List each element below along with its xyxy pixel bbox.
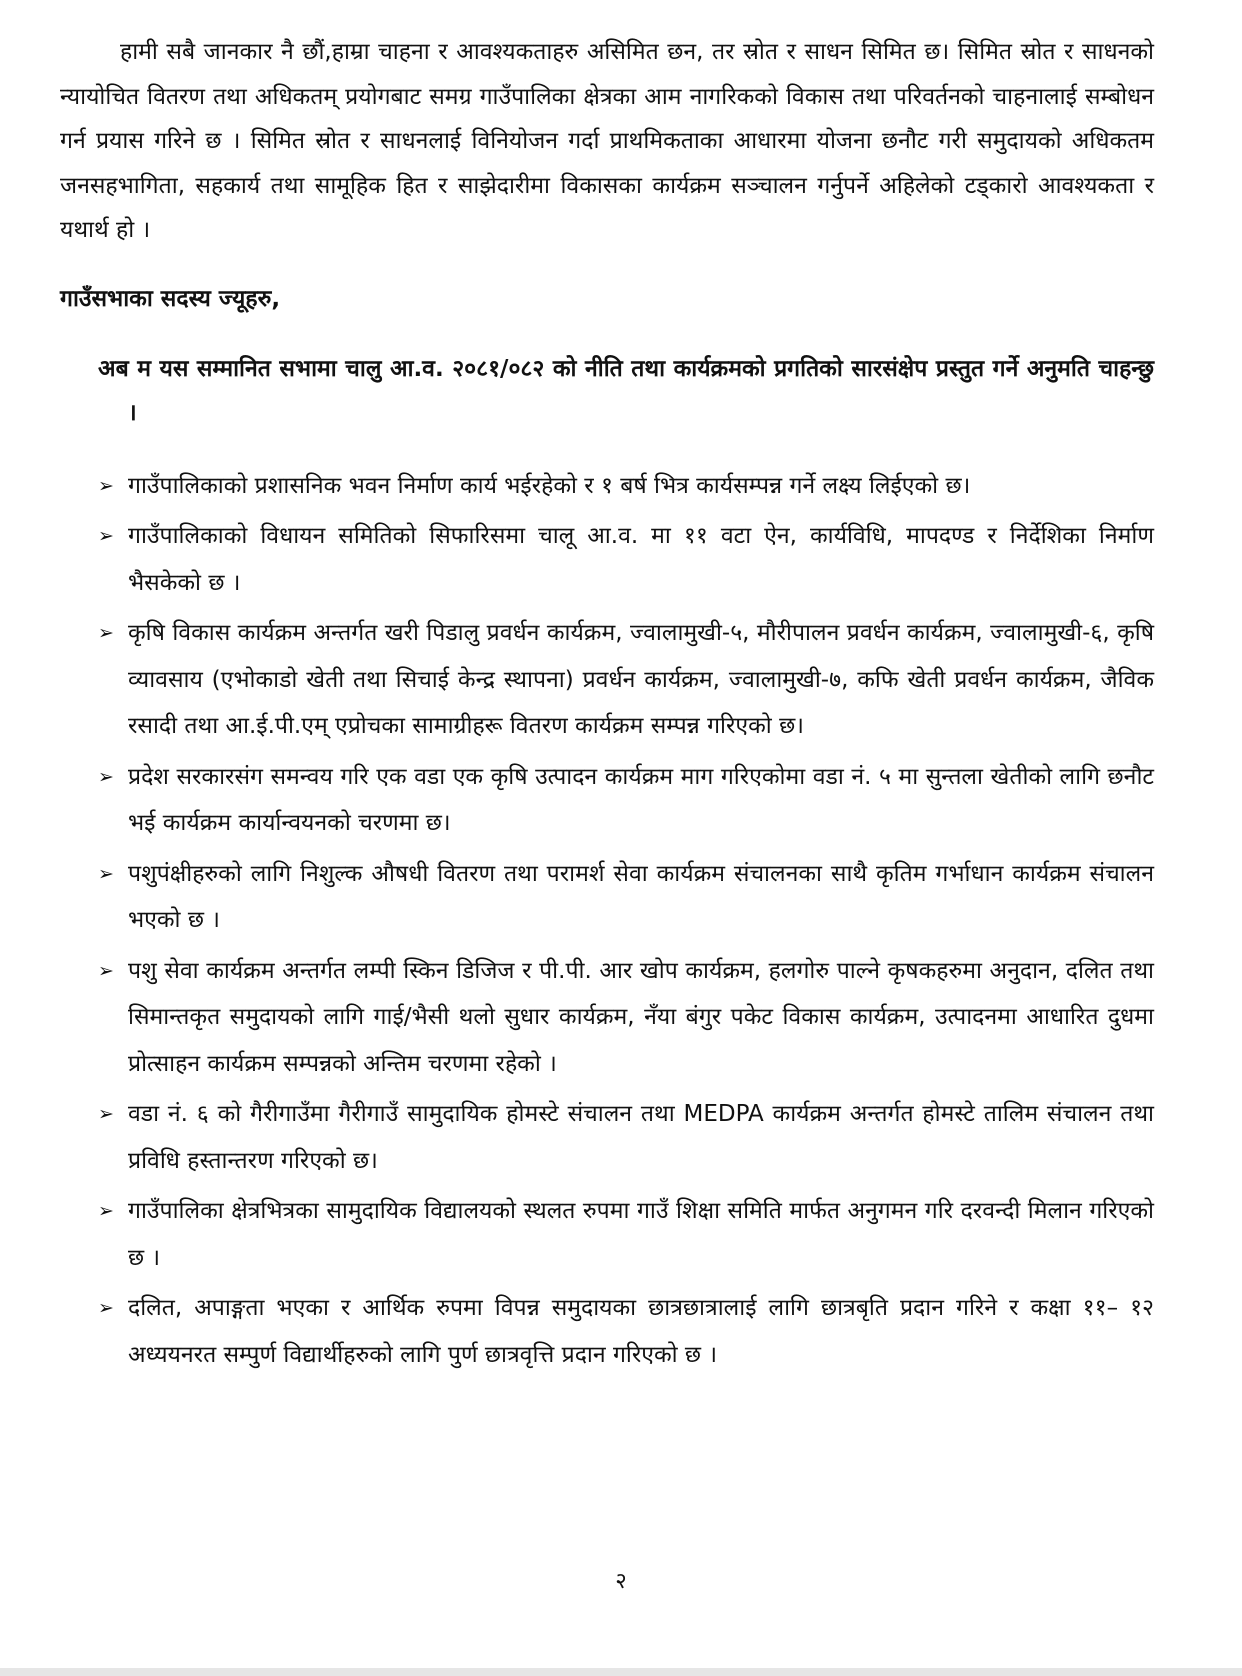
list-item xyxy=(60,754,1154,847)
arrow-bullet-icon: ➢ xyxy=(98,474,114,497)
list-item-text: गाउँपालिकाको प्रशासनिक भवन निर्माण कार्य भईरहेको र १ बर्ष भित्र कार्यसम्पन्न गर्ने लक्ष्य लिईएको छ। xyxy=(128,472,971,499)
list-item-text: गाउँपालिकाको विधायन समितिको सिफारिसमा चालू आ.व. मा ११ वटा ऐन, कार्यविधि, मापदण्ड र निर्देशिका निर्माण भैसकेको छ । xyxy=(128,523,1154,596)
arrow-bullet-icon: ➢ xyxy=(98,622,114,644)
list-item-text: वडा नं. ६ को गैरीगाउँमा गैरीगाउँ सामुदायिक होमस्टे संचालन तथा MEDPA कार्यक्रम अन्तर्गत होमस्टे तालिम संचालन तथा प्रविधि हस्तान्तरण गरिएको छ। xyxy=(128,1101,1154,1174)
arrow-bullet-icon: ➢ xyxy=(98,862,114,885)
list-item-text: पशुपंक्षीहरुको लागि निशुल्क औषधी वितरण तथा परामर्श सेवा कार्यक्रम संचालनका साथै कृतिम गर्भाधान कार्यक्रम संचालन भएको छ । xyxy=(128,860,1154,933)
list-item-text: गाउँपालिका क्षेत्रभित्रका सामुदायिक विद्यालयको स्थलत रुपमा गाउँ शिक्षा समिति मार्फत अनुगमन गरि दरवन्दी मिलान गरिएको छ । xyxy=(128,1198,1154,1271)
bottom-border-strip xyxy=(0,1668,1242,1676)
arrow-bullet-icon: ➢ xyxy=(98,1200,114,1222)
list-item xyxy=(60,513,1154,606)
arrow-bullet-icon: ➢ xyxy=(98,525,114,547)
list-item-text: प्रदेश सरकारसंग समन्वय गरि एक वडा एक कृषि उत्पादन कार्यक्रम माग गरिएकोमा वडा नं. ५ मा सुन्तला खेतीको लागि छनौट भई कार्यक्रम कार्यान्वयनको चरणमा छ। xyxy=(128,763,1154,836)
list-item xyxy=(60,1285,1154,1378)
arrow-bullet-icon: ➢ xyxy=(98,765,114,788)
arrow-bullet-icon: ➢ xyxy=(98,1103,114,1125)
list-item xyxy=(60,1091,1154,1184)
list-item-text: पशु सेवा कार्यक्रम अन्तर्गत लम्पी स्किन डिजिज र पी.पी. आर खोप कार्यक्रम, हलगोरु पाल्ने कृषकहरुमा अनुदान, दलित तथा सिमान्तकृत समुदायको लागि गाई/भैसी थलो सुधार कार्यक्रम, नँया बंगुर पकेट विकास कार्यक्रम, उत्पादनमा आधारित दुधमा प्रोत्साहन कार्यक्रम सम्पन्नको अन्तिम चरणमा रहेको । xyxy=(128,957,1154,1077)
list-item xyxy=(60,1188,1154,1281)
request-statement: अब म यस सम्मानित सभामा चालु आ.व. २०८१/०८२ को नीति तथा कार्यक्रमको प्रगतिको सारसंक्षेप प्रस्तुत गर्ने अनुमति चाहन्छु । xyxy=(98,355,1154,426)
list-item xyxy=(60,851,1154,944)
list-item-text: कृषि विकास कार्यक्रम अन्तर्गत खरी पिडालु प्रवर्धन कार्यक्रम, ज्वालामुखी-५, मौरीपालन प्रवर्धन कार्यक्रम, ज्वालामुखी-६, कृषि व्यावसाय (एभोकाडो खेती तथा सिचाई केन्द्र स्थापना) प्रवर्धन कार्यक्रम, ज्वालामुखी-७, कफि खेती प्रवर्धन कार्यक्रम, जैविक रसादी तथा आ.ई.पी.एम् एप्रोचका सामाग्रीहरू वितरण कार्यक्रम सम्पन्न गरिएको छ। xyxy=(128,620,1154,739)
list-item xyxy=(60,463,1154,510)
page-number: २ xyxy=(615,1569,627,1594)
arrow-bullet-icon: ➢ xyxy=(98,1297,114,1319)
list-item xyxy=(60,610,1154,750)
arrow-bullet-icon: ➢ xyxy=(98,959,114,982)
list-item-text: दलित, अपाङ्गता भएका र आर्थिक रुपमा विपन्न समुदायका छात्रछात्रालाई लागि छात्रबृति प्रदान गरिने र कक्षा ११– १२ अध्ययनरत सम्पुर्ण विद्यार्थीहरुको लागि पुर्ण छात्रवृत्ति प्रदान गरिएको छ । xyxy=(128,1295,1154,1368)
list-item xyxy=(60,948,1154,1088)
salutation-heading: गाउँसभाका सदस्य ज्यूहरु, xyxy=(60,285,281,312)
intro-paragraph: हामी सबै जानकार नै छौं,हाम्रा चाहना र आवश्यकताहरु असिमित छन, तर स्रोत र साधन सिमित छ। सिमित स्रोत र साधनको न्यायोचित वितरण तथा अधिकतम् प्रयोगबाट समग्र गाउँपालिका क्षेत्रका आम नागरिकको विकास तथा परिवर्तनको चाहनालाई सम्बोधन गर्न प्रयास गरिने छ । सिमित स्रोत र साधनलाई विनियोजन गर्दा प्राथमिकताका आधारमा योजना छनौट गरी समुदायको अधिकतम जनसहभागिता, सहकार्य तथा सामूहिक हित र साझेदारीमा विकासका कार्यक्रम सञ्चालन गर्नुपर्ने अहिलेको टड्कारो आवश्यकता र यथार्थ हो । xyxy=(60,39,1154,243)
progress-bullet-list xyxy=(60,463,1154,1379)
